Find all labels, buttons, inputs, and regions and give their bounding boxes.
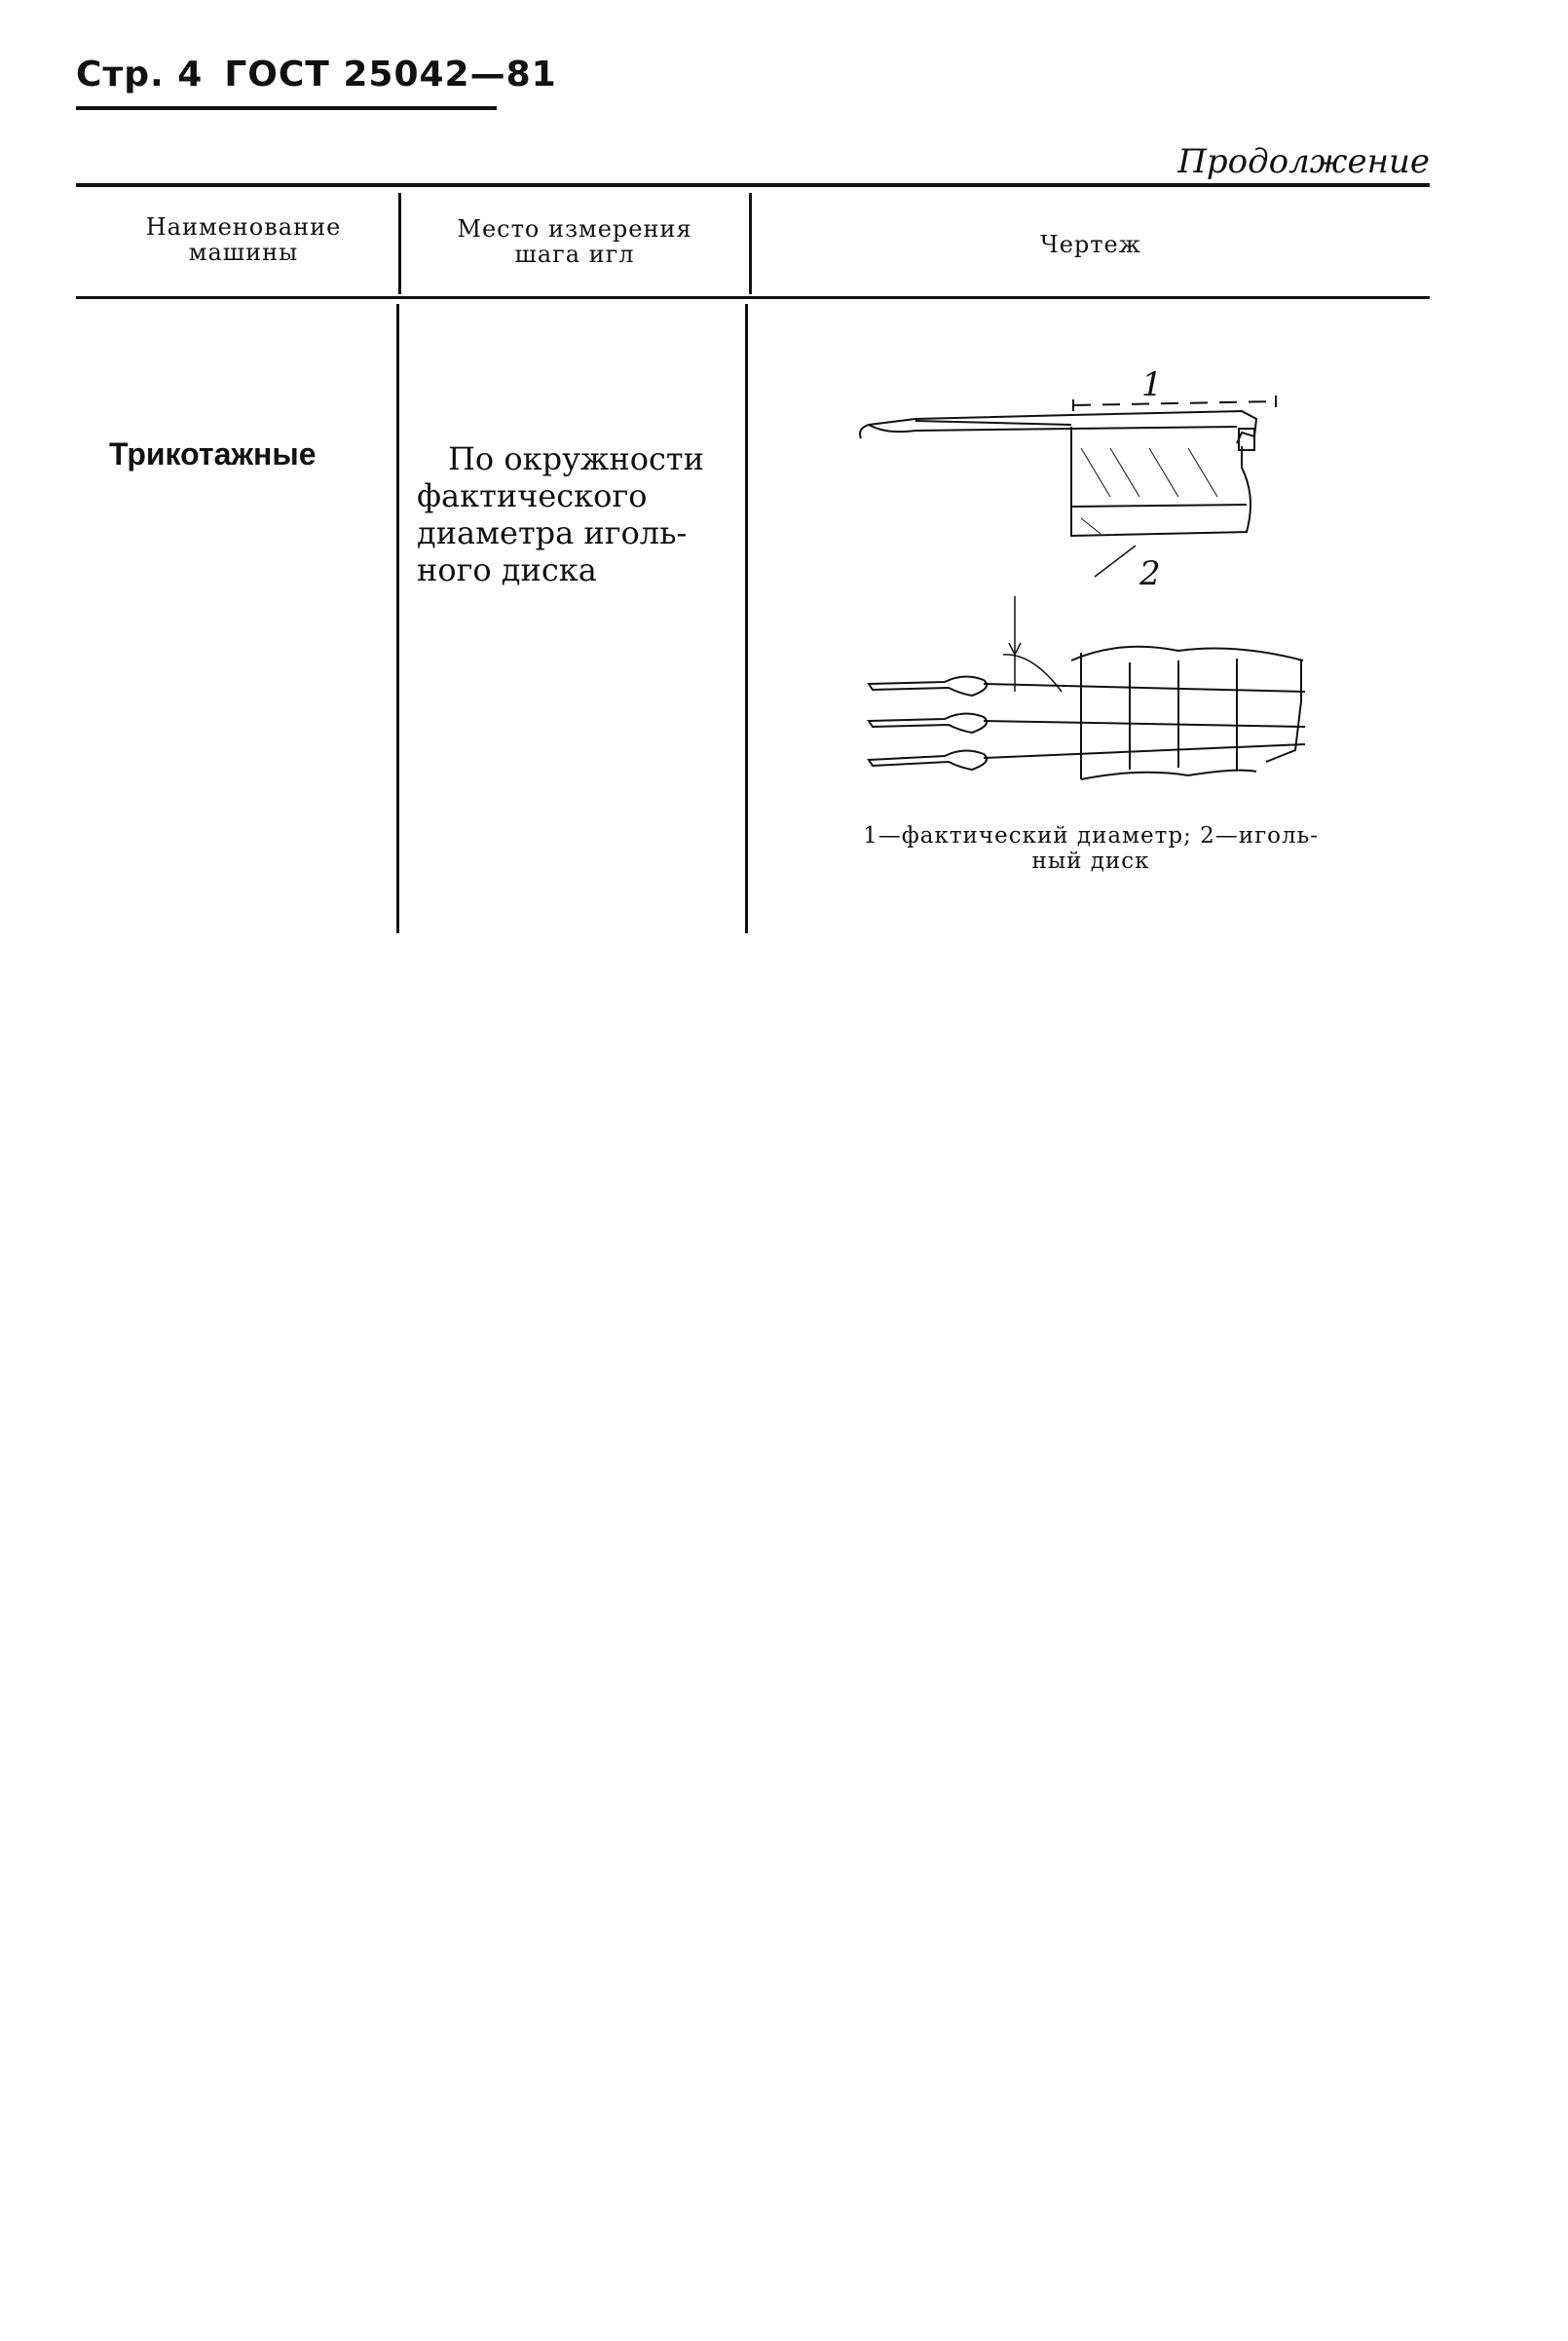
needle-body-line	[915, 421, 1071, 425]
disc-section	[1071, 427, 1251, 536]
page-header	[76, 55, 557, 94]
needle-2	[869, 713, 987, 733]
header-underline	[76, 106, 497, 110]
disc-edge	[1071, 505, 1247, 507]
column-divider-1-head	[398, 193, 401, 294]
needle-3-shaft	[984, 744, 1305, 758]
measurement-place-cell	[417, 440, 738, 588]
standard-number: ГОСТ 25042—81	[224, 55, 557, 94]
column-divider-2-head	[749, 193, 752, 294]
place-line: ного диска	[417, 551, 597, 588]
machine-name-cell: Трикотажные	[109, 436, 317, 472]
caption-line: 1—фактический диаметр; 2—иголь-	[863, 823, 1319, 849]
table-header-rule	[76, 296, 1430, 299]
disc-segment-lines	[1081, 653, 1237, 779]
table-top-rule	[76, 183, 1430, 187]
continuation-label: Продолжение	[1177, 142, 1430, 181]
page-number: Стр. 4	[76, 55, 204, 94]
disc-outline-bottom	[1081, 771, 1256, 779]
column-header-place: Место измерения шага игл	[457, 215, 692, 268]
place-line: диаметра иголь-	[417, 514, 688, 551]
drawing-label-1: 1	[1141, 365, 1163, 404]
column-divider-2	[745, 304, 748, 933]
place-line: По окружности	[448, 440, 704, 477]
disc-outline-top	[1071, 647, 1303, 661]
caption-line: ный диск	[1031, 849, 1150, 874]
drawing-label-2: 2	[1139, 554, 1161, 593]
needle-3	[869, 750, 987, 770]
hatch-line	[1081, 518, 1101, 534]
needle-2-shaft	[984, 721, 1305, 727]
column-header-machine: Наименование машины	[145, 213, 342, 266]
hatch-line	[1188, 448, 1217, 497]
needle-1	[869, 676, 987, 696]
needle-shank	[869, 425, 1237, 432]
hatch-line	[1110, 448, 1139, 497]
drawing-caption	[779, 823, 1402, 874]
needle-disc-drawing	[847, 351, 1315, 799]
leader-line-2	[1095, 546, 1136, 577]
hatch-line	[1149, 448, 1178, 497]
dimension-line-1	[1073, 401, 1276, 405]
needle-1-shaft	[984, 684, 1305, 692]
column-divider-1	[396, 304, 399, 933]
place-line: фактического	[417, 477, 648, 514]
column-header-drawing: Чертеж	[1040, 231, 1141, 258]
hatch-line	[1081, 448, 1110, 497]
